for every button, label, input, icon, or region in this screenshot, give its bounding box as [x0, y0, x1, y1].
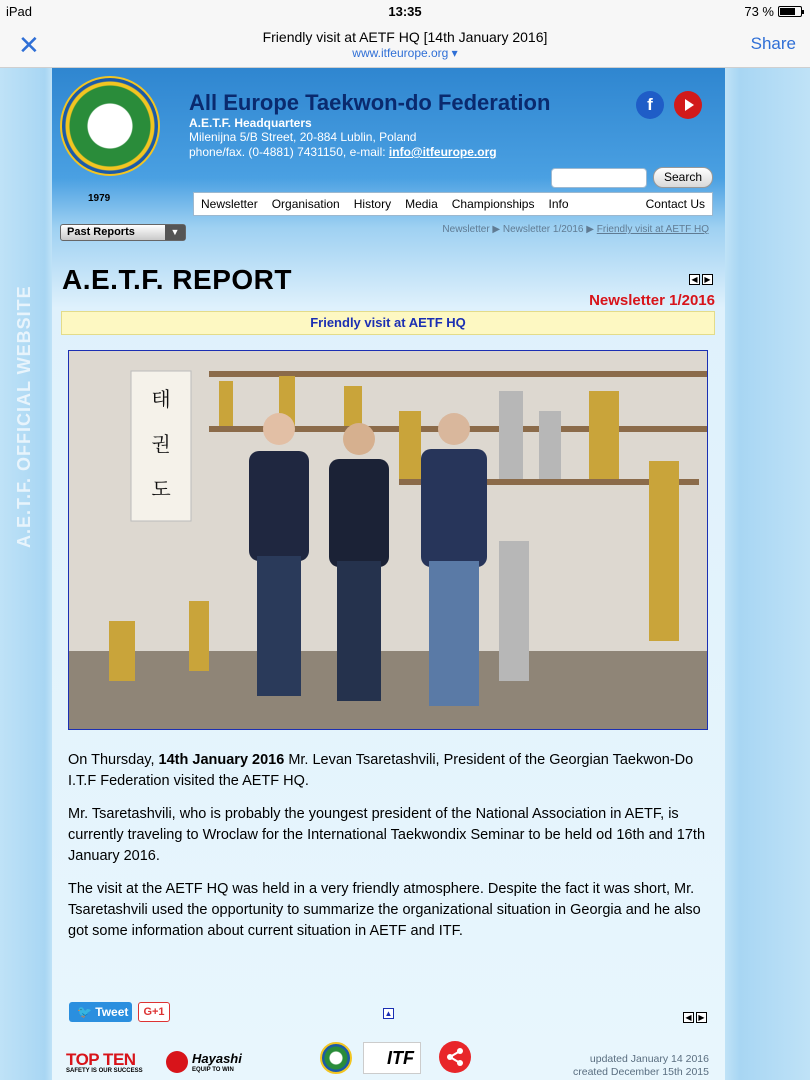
search-input[interactable] [551, 168, 647, 188]
logo-year: 1979 [88, 193, 111, 204]
battery-percent: 73 % [744, 4, 774, 19]
facebook-icon[interactable]: f [636, 91, 664, 119]
org-address: Milenijna 5/B Street, 20-884 Lublin, Poland [189, 130, 417, 144]
menu-item-info[interactable]: Info [548, 197, 569, 211]
banner-text: 태 [151, 387, 171, 411]
next-article-icon[interactable]: ▶ [696, 1012, 707, 1023]
menu-item-history[interactable]: History [353, 197, 392, 211]
created-date: created December 15th 2015 [572, 1066, 709, 1078]
article-nav-bottom [683, 1012, 707, 1023]
share-glyph [439, 1041, 471, 1073]
email-link[interactable]: info@itfeurope.org [388, 145, 497, 159]
article-paragraph-3: The visit at the AETF HQ was held in a very friendly atmosphere. Despite the fact it was short, Mr. Tsaretashvili used the opportunity to summarize the organizational situation in Georgia and he also got some information about current situation in AETF and ITF. [68, 881, 701, 939]
scroll-top-icon[interactable]: ▲ [384, 1009, 393, 1018]
search-button[interactable]: Search [653, 167, 713, 188]
past-reports-label: Past Reports [67, 226, 135, 238]
menu-item-championships[interactable]: Championships [451, 197, 535, 211]
main-menu [193, 192, 713, 216]
twitter-icon: 🐦 [77, 1005, 96, 1019]
sponsor-topten-tagline: SAFETY IS OUR SUCCESS [66, 1068, 143, 1074]
prev-article-icon[interactable]: ◀ [689, 274, 700, 285]
main-content [52, 68, 725, 1080]
browser-url[interactable]: www.itfeurope.org ▾ [352, 46, 458, 60]
article-photo [68, 350, 708, 730]
page-dates [573, 1053, 709, 1079]
battery-fill [780, 8, 795, 15]
chevron-down-icon: ▼ [165, 225, 185, 240]
org-subtitle: A.E.T.F. Headquarters [189, 116, 312, 130]
tweet-button[interactable]: 🐦 Tweet [69, 1002, 132, 1022]
article-subject: Friendly visit at AETF HQ [61, 311, 715, 335]
phone-text: phone/fax. (0-4881) 7431150, e-mail: [189, 145, 389, 159]
photo-illustration [69, 351, 708, 730]
sponsor-topten-logo[interactable]: TOP TEN [66, 1050, 136, 1069]
past-reports-select[interactable] [60, 224, 186, 241]
org-name: All Europe Taekwon-do Federation [189, 90, 551, 115]
article-date: 14th January 2016 [158, 752, 285, 768]
share-button[interactable]: Share [750, 34, 796, 53]
breadcrumb-path[interactable]: Newsletter ▶ Newsletter 1/2016 ▶ [442, 224, 597, 235]
org-contact [189, 145, 497, 159]
menu-item-organisation[interactable]: Organisation [271, 197, 340, 211]
article-paragraph-2: Mr. Tsaretashvili, who is probably the youngest president of the National Association in AETF, is currently traveling to Wroclaw for the International Taekwondix Seminar to be held od 16th and 17th January 2016. [68, 806, 706, 864]
aetf-logo[interactable] [60, 76, 160, 176]
youtube-icon[interactable] [674, 91, 702, 119]
menu-item-contact[interactable]: Contact Us [645, 197, 705, 211]
updated-date: updated January 14 2016 [589, 1053, 709, 1065]
article-body [68, 750, 713, 954]
menu-item-newsletter[interactable]: Newsletter [201, 197, 258, 211]
sponsor-hayashi-logo[interactable]: Hayashi [192, 1051, 242, 1066]
status-bar [0, 0, 810, 22]
hayashi-mark-icon [166, 1051, 188, 1073]
prev-article-icon[interactable]: ◀ [683, 1012, 694, 1023]
official-website-label: A.E.T.F. OFFICIAL WEBSITE [14, 285, 34, 548]
next-article-icon[interactable]: ▶ [702, 274, 713, 285]
sponsor-hayashi-tagline: EQUIP TO WIN [192, 1067, 234, 1073]
article-nav-top [689, 274, 713, 285]
itf-logo[interactable]: ITF [363, 1042, 421, 1074]
browser-title: Friendly visit at AETF HQ [14th January 2016] [262, 29, 548, 45]
battery-indicator [744, 4, 802, 19]
browser-toolbar [0, 22, 810, 68]
page-title: A.E.T.F. REPORT [62, 264, 292, 295]
breadcrumb [442, 224, 709, 235]
newsletter-issue: Newsletter 1/2016 [589, 292, 715, 309]
battery-icon [778, 6, 802, 17]
svg-text:권: 권 [151, 432, 171, 456]
close-icon[interactable]: ✕ [18, 30, 40, 60]
svg-text:도: 도 [151, 477, 171, 501]
aetf-small-logo[interactable] [320, 1042, 352, 1074]
share-icon[interactable] [439, 1041, 471, 1073]
google-plus-button[interactable]: G+1 [138, 1002, 170, 1022]
breadcrumb-current[interactable]: Friendly visit at AETF HQ [596, 224, 709, 235]
device-label: iPad [6, 4, 33, 19]
clock: 13:35 [388, 4, 422, 19]
article-paragraph-1: On Thursday, 14th January 2016 Mr. Levan Tsaretashvili, President of the Georgian Taekwon-Do I.T.F Federation visited the AETF HQ. [68, 752, 694, 789]
menu-item-media[interactable]: Media [405, 197, 438, 211]
